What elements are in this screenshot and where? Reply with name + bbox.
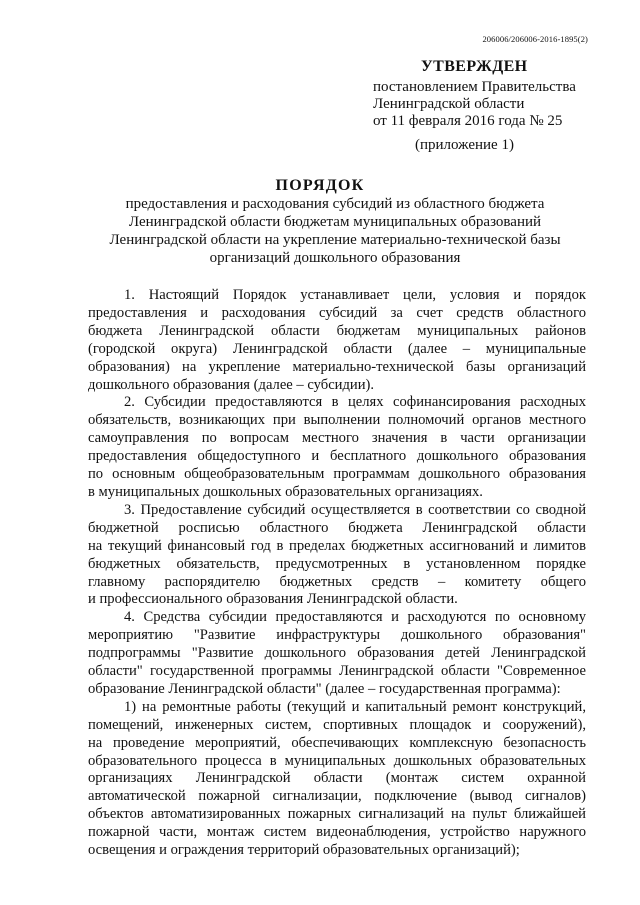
approval-line: Ленинградской области [373, 96, 525, 112]
paragraph-4 [88, 609, 586, 699]
paragraph-line: самоуправления по вопросам местного значения в части организации [88, 430, 586, 447]
paragraph-line: образование Ленинградской области" (далее – государственная программа): [88, 680, 561, 697]
subtitle-line: предоставления и расходования субсидий из областного бюджета [125, 196, 545, 212]
paragraph-line: области" государственной программы Ленинградской области "Современное [88, 663, 586, 680]
paragraph-line: 2. Субсидии предоставляются в целях софинансирования расходных [124, 394, 586, 411]
paragraph-line: бюджетной росписью областного бюджета Ленинградской области [88, 519, 586, 536]
paragraph-line: на текущий финансовый год в пределах бюджетных ассигнований и лимитов [88, 537, 586, 554]
approval-block [373, 58, 603, 154]
paragraph-line: 4. Средства субсидии предоставляются и расходуются по основному [124, 609, 586, 626]
paragraph-line: обязательств, возникающих при выполнении полномочий органов местного [88, 412, 586, 429]
paragraph-line: 3. Предоставление субсидий осуществляется в соответствии со сводной [124, 501, 586, 518]
paragraph-line: образовательного процесса в муниципальных дошкольных образовательных [88, 752, 586, 769]
document-title: ПОРЯДОК [275, 177, 365, 194]
subparagraph-1 [88, 699, 586, 860]
paragraph-line: освещения и ограждения территорий образовательных организаций); [88, 842, 520, 859]
approval-heading: УТВЕРЖДЕН [421, 58, 528, 75]
paragraph-line: в муниципальных дошкольных образовательных организациях. [88, 483, 483, 500]
document-registration-number: 206006/206006-2016-1895(2) [482, 34, 588, 44]
paragraph-line: по основным общеобразовательным программам дошкольного образования [88, 466, 586, 483]
paragraph-line: 1) на ремонтные работы (текущий и капитальный ремонт конструкций, [124, 698, 586, 715]
paragraph-line: пожарной части, монтаж систем видеонаблюдения, устройство наружного [88, 824, 586, 841]
paragraph-line: автоматической пожарной сигнализации, подключение (вывод сигналов) [88, 788, 586, 805]
approval-appendix: (приложение 1) [415, 137, 514, 153]
approval-line: постановлением Правительства [373, 79, 576, 95]
paragraph-2 [88, 394, 586, 501]
paragraph-line: помещений, инженерных систем, спортивных площадок и сооружений), [88, 716, 586, 733]
paragraph-line: подпрограммы "Развитие дошкольного образования детей Ленинградской [88, 645, 586, 662]
paragraph-line: бюджетных обязательств, предусмотренных в установленном порядке [88, 555, 586, 572]
paragraph-line: дошкольного образования (далее – субсидии). [88, 376, 375, 393]
document-subtitle [100, 195, 570, 267]
subtitle-line: Ленинградской области бюджетам муниципальных образований [128, 214, 542, 230]
paragraph-line: и профессионального образования Ленинградской области. [88, 591, 458, 608]
paragraph-1 [88, 287, 586, 394]
paragraph-line: 1. Настоящий Порядок устанавливает цели, условия и порядок [124, 287, 586, 303]
paragraph-line: образования) на укрепление материально-технической базы организаций [88, 358, 586, 375]
paragraph-3 [88, 502, 586, 609]
paragraph-line: предоставления и расходования субсидий за счет средств областного [88, 304, 586, 321]
paragraph-line: предоставления общедоступного и бесплатного дошкольного образования [88, 448, 586, 465]
approval-line: от 11 февраля 2016 года № 25 [373, 113, 563, 129]
document-body [88, 287, 586, 860]
paragraph-line: главному распорядителю бюджетных средств – комитету общего [88, 573, 586, 590]
paragraph-line: бюджета Ленинградской области бюджетам муниципальных районов [88, 322, 586, 339]
paragraph-line: на проведение мероприятий, обеспечивающих комплексную безопасность [88, 734, 586, 751]
paragraph-line: объектов автоматизированных пожарных сигнализаций на пульт ближайшей [88, 806, 586, 823]
paragraph-line: (городской округа) Ленинградской области (далее – муниципальные [88, 340, 586, 357]
subtitle-line: Ленинградской области на укрепление материально-технической базы [109, 232, 561, 248]
paragraph-line: мероприятию "Развитие инфраструктуры дошкольного образования" [88, 627, 586, 644]
subtitle-line: организаций дошкольного образования [209, 250, 461, 266]
paragraph-line: организациях Ленинградской области (монтаж систем охранной [88, 770, 586, 787]
